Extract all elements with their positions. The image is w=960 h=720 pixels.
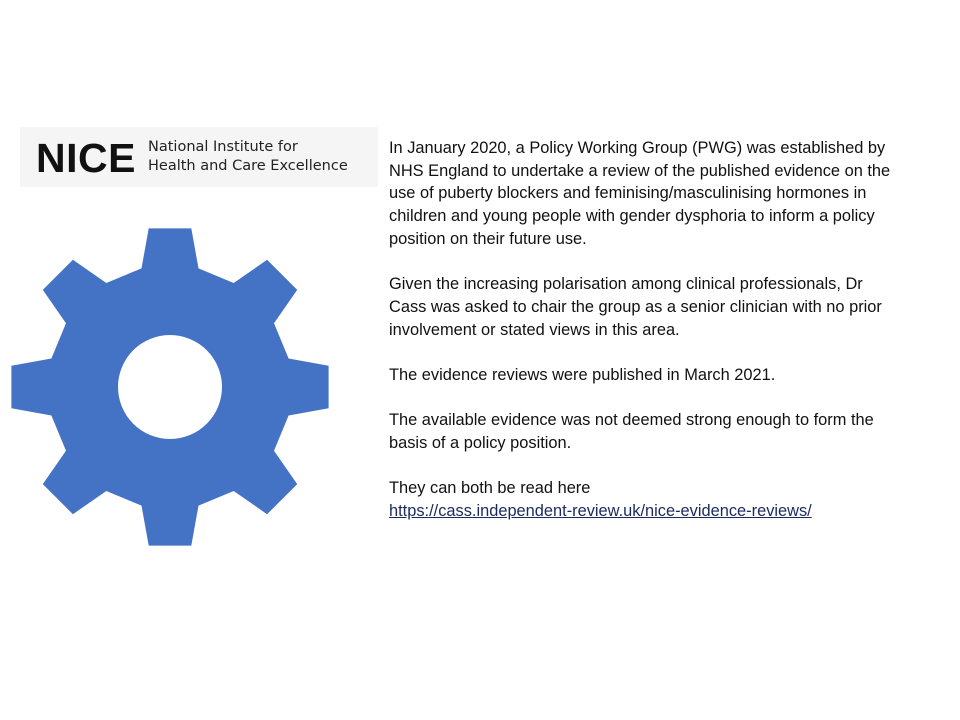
gear-shape <box>11 228 328 545</box>
paragraph-2: Given the increasing polarisation among clinical professionals, Dr Cass was asked to chair the group as a senior clinician with no prior involvement or stated views in this area. <box>389 275 882 339</box>
logo-name-line-1: National Institute for <box>148 139 298 155</box>
paragraph-4: The available evidence was not deemed strong enough to form the basis of a policy position. <box>389 411 874 453</box>
paragraph-3: The evidence reviews were published in March 2021. <box>389 366 776 384</box>
main-text <box>389 137 899 523</box>
closing-paragraph <box>389 477 899 522</box>
evidence-reviews-link[interactable]: https://cass.independent-review.uk/nice-evidence-reviews/ <box>389 502 812 521</box>
logo-acronym: NICE <box>36 135 136 181</box>
logo-name-line-2: Health and Care Excellence <box>148 158 348 174</box>
paragraph-1: In January 2020, a Policy Working Group (PWG) was established by NHS England to undertake a review of the published evidence on the use of puberty blockers and feminising/masculinising hormones in children and young people with gender dysphoria to inform a policy position on their future use. <box>389 139 891 248</box>
closing-text: They can both be read here <box>389 479 591 498</box>
